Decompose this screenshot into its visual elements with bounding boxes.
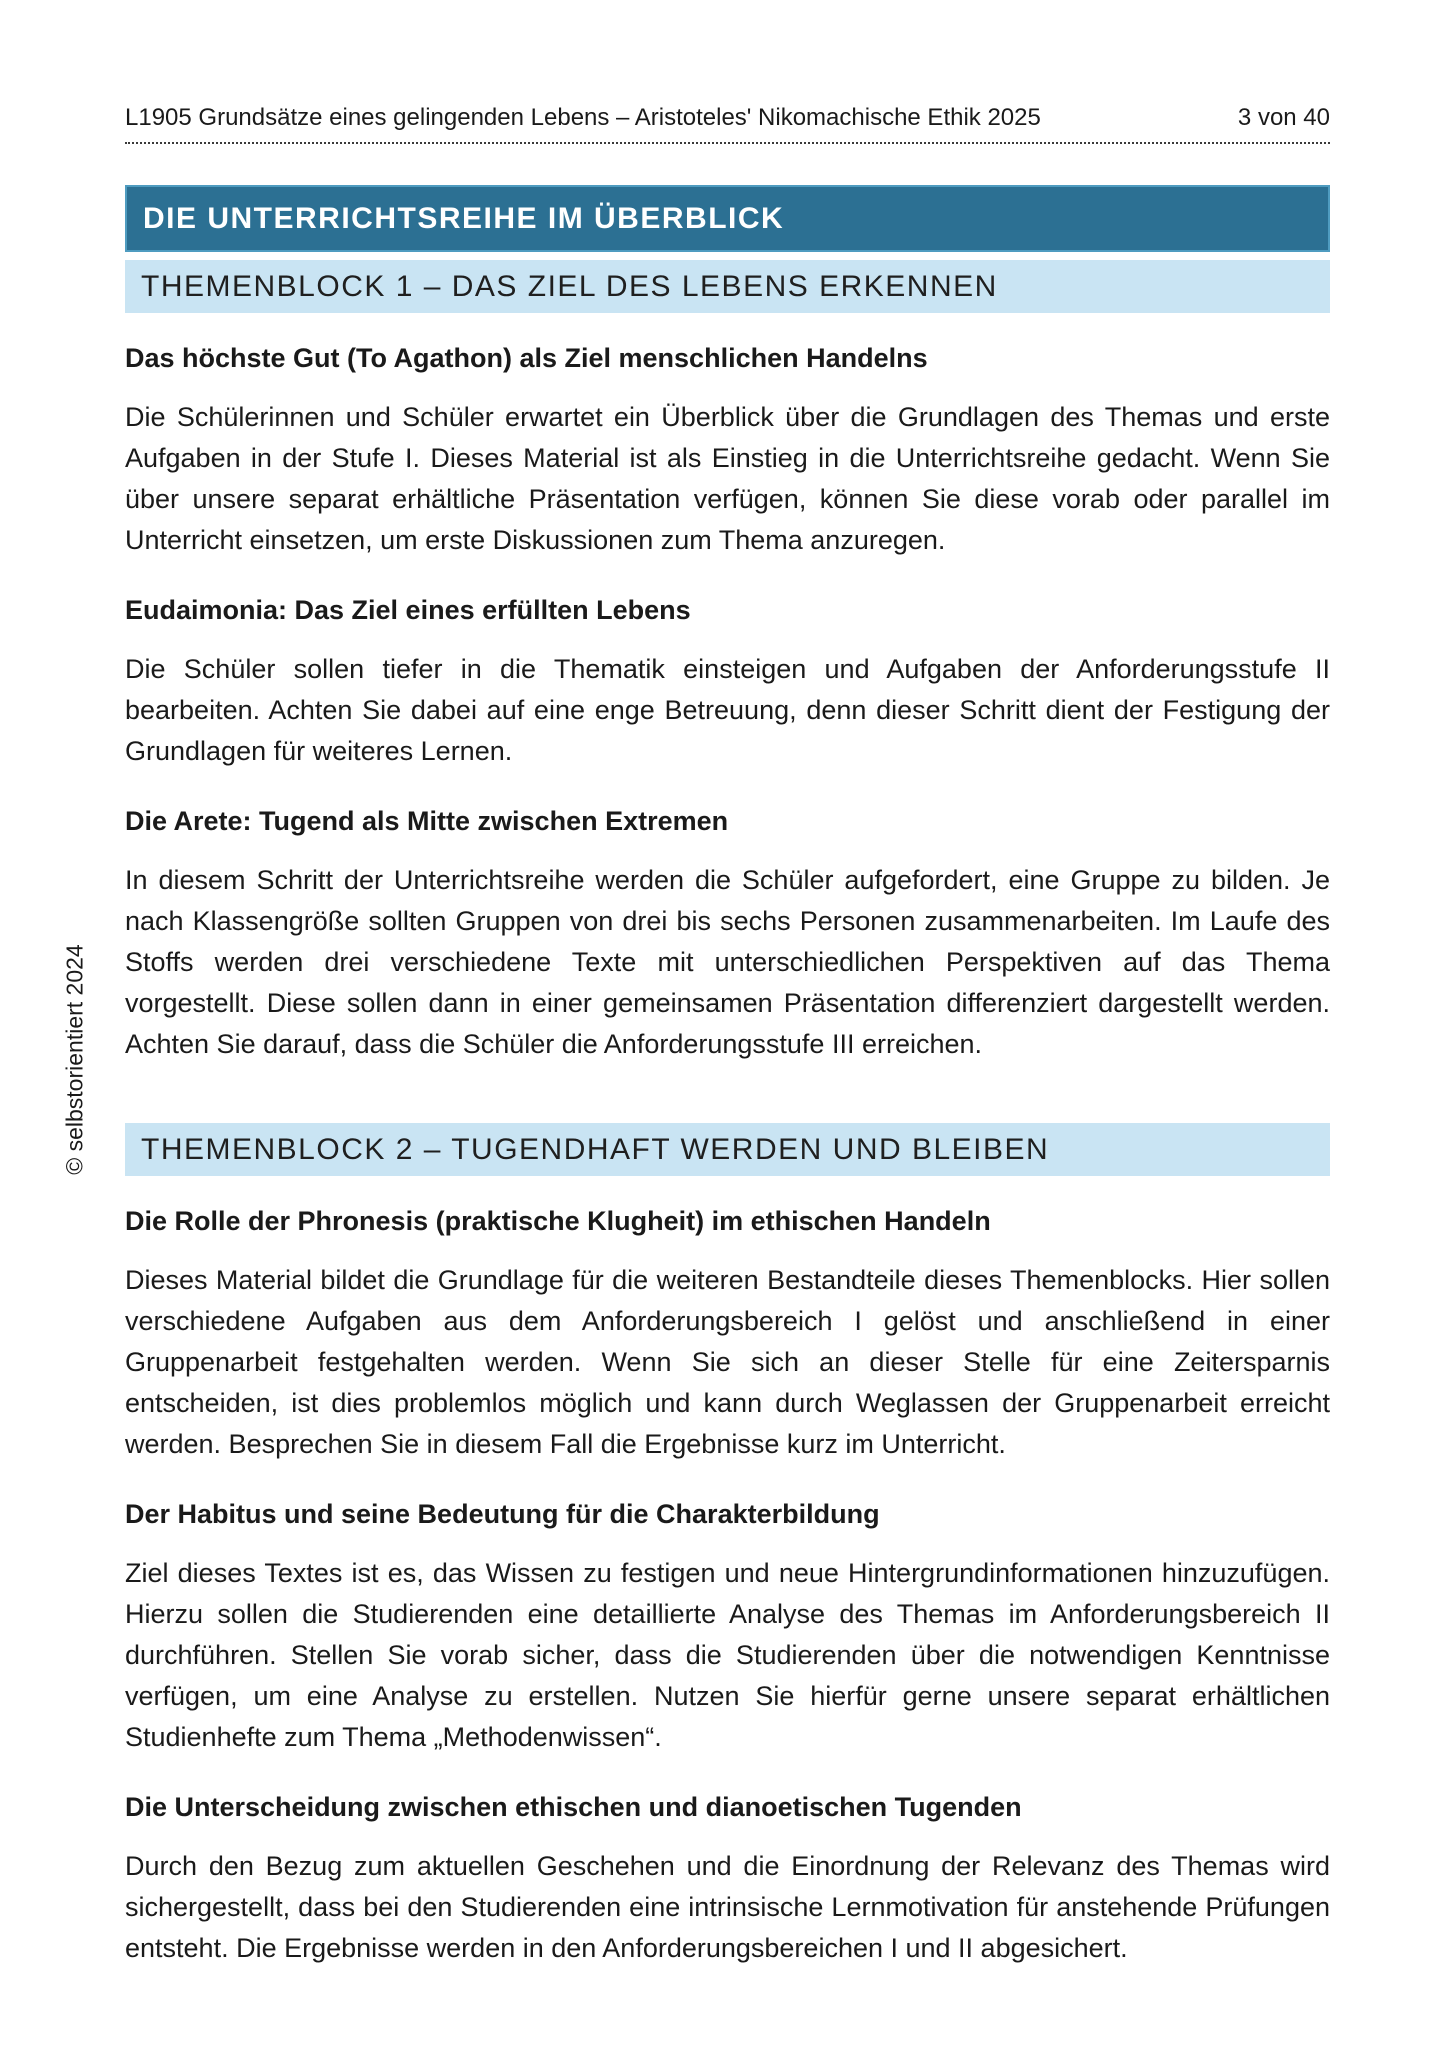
document-content xyxy=(125,146,1330,2003)
section-paragraph: Durch den Bezug zum aktuellen Geschehen und die Einordnung der Relevanz des Themas wird sichergestellt, dass bei den Studierenden eine intrinsische Lernmotivation für anstehende Prüfungen entsteht. Die Ergebnisse werden in den Anforderungsbereichen I und II abgesichert. xyxy=(125,1851,1330,1963)
page-header xyxy=(125,104,1330,144)
themenblock-2-title-bar: THEMENBLOCK 2 – TUGENDHAFT WERDEN UND BLEIBEN xyxy=(125,1123,1330,1176)
document-title: L1905 Grundsätze eines gelingenden Lebens – Aristoteles' Nikomachische Ethik 2025 xyxy=(125,104,1041,131)
themenblock-1-title-bar: THEMENBLOCK 1 – DAS ZIEL DES LEBENS ERKENNEN xyxy=(125,260,1330,313)
section-heading-hoechste-gut: Das höchste Gut (To Agathon) als Ziel menschlichen Handelns xyxy=(125,343,928,373)
copyright-notice: © selbstorientiert 2024 xyxy=(61,944,88,1175)
section-paragraph: In diesem Schritt der Unterrichtsreihe werden die Schüler aufgefordert, eine Gruppe zu bilden. Je nach Klassengröße sollten Gruppen von drei bis sechs Personen zusammenarbeiten. Im Laufe des Stoffs werden drei verschiedene Texte mit unterschiedlichen Perspektiven auf das Thema vorgestellt. Diese sollen dann in einer gemeinsamen Präsentation differenziert dargestellt werden. Achten Sie darauf, dass die Schüler die Anforderungsstufe III erreichen. xyxy=(125,865,1330,1059)
section-heading-eudaimonia: Eudaimonia: Das Ziel eines erfüllten Lebens xyxy=(125,595,691,625)
section-heading-arete: Die Arete: Tugend als Mitte zwischen Extremen xyxy=(125,806,729,836)
overview-title-bar: DIE UNTERRICHTSREIHE IM ÜBERBLICK xyxy=(125,185,1330,252)
section-paragraph: Ziel dieses Textes ist es, das Wissen zu festigen und neue Hintergrundinformationen hinzuzufügen. Hierzu sollen die Studierenden eine detaillierte Analyse des Themas im Anforderungsbereich II durchführen. Stellen Sie vorab sicher, dass die Studierenden über die notwendigen Kenntnisse verfügen, um eine Analyse zu erstellen. Nutzen Sie hierfür gerne unsere separat erhältlichen Studienhefte zum Thema „Methodenwissen“. xyxy=(125,1558,1330,1752)
section-paragraph: Dieses Material bildet die Grundlage für die weiteren Bestandteile dieses Themenblocks. Hier sollen verschiedene Aufgaben aus dem Anforderungsbereich I gelöst und anschließend in einer Gruppenarbeit festgehalten werden. Wenn Sie sich an dieser Stelle für eine Zeitersparnis entscheiden, ist dies problemlos möglich und kann durch Weglassen der Gruppenarbeit erreicht werden. Besprechen Sie in diesem Fall die Ergebnisse kurz im Unterricht. xyxy=(125,1265,1330,1459)
page-number: 3 von 40 xyxy=(1237,104,1330,131)
section-paragraph: Die Schüler sollen tiefer in die Thematik einsteigen und Aufgaben der Anforderungsstufe II bearbeiten. Achten Sie dabei auf eine enge Betreuung, denn dieser Schritt dient der Festigung der Grundlagen für weiteres Lernen. xyxy=(125,654,1330,766)
section-heading-habitus: Der Habitus und seine Bedeutung für die Charakterbildung xyxy=(125,1499,880,1529)
section-heading-phronesis: Die Rolle der Phronesis (praktische Klugheit) im ethischen Handeln xyxy=(125,1206,991,1236)
section-paragraph: Die Schülerinnen und Schüler erwartet ein Überblick über die Grundlagen des Themas und erste Aufgaben in der Stufe I. Dieses Material ist als Einstieg in die Unterrichtsreihe gedacht. Wenn Sie über unsere separat erhältliche Präsentation verfügen, können Sie diese vorab oder parallel im Unterricht einsetzen, um erste Diskussionen zum Thema anzuregen. xyxy=(125,402,1330,555)
section-heading-tugenden-unterscheidung: Die Unterscheidung zwischen ethischen und dianoetischen Tugenden xyxy=(125,1792,1022,1822)
